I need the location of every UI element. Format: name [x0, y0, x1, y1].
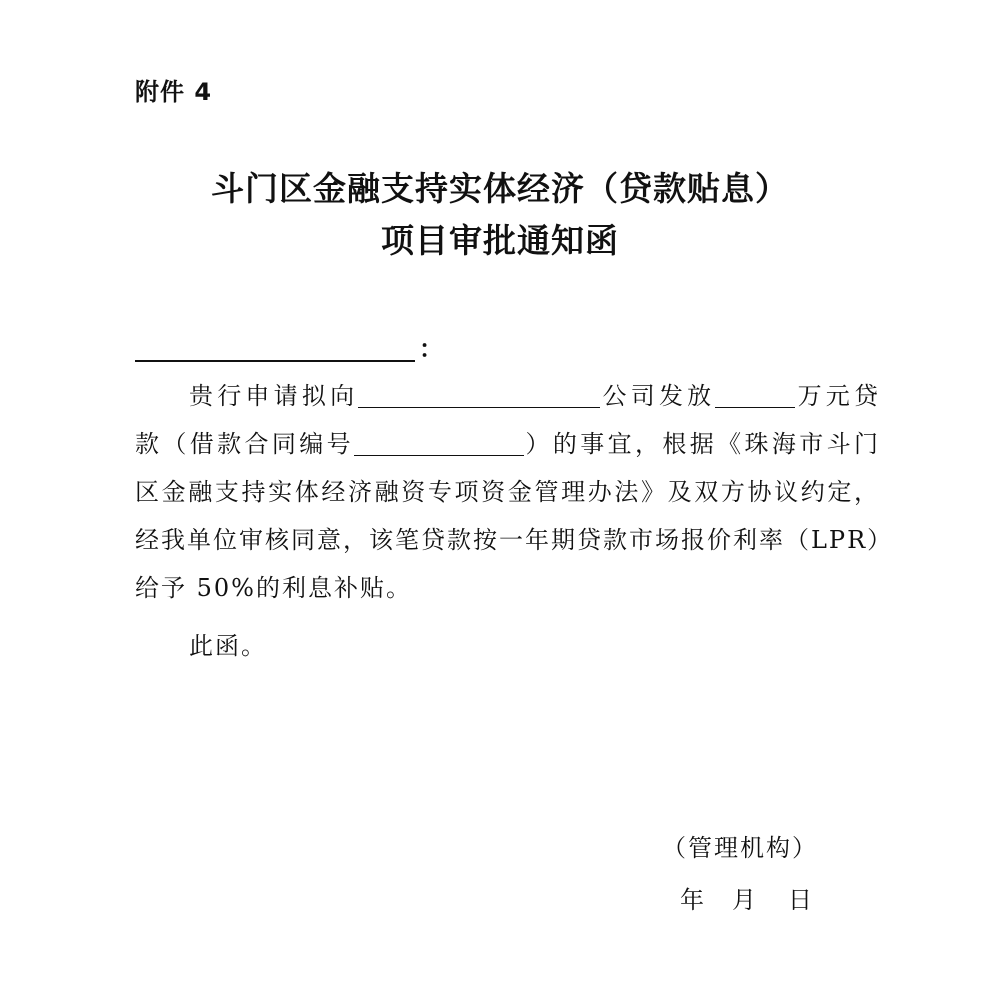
contract-number-blank[interactable]	[354, 425, 524, 456]
loan-amount-blank[interactable]	[715, 377, 795, 408]
date-year-label: 年	[680, 886, 704, 914]
recipient-line	[135, 328, 443, 362]
attachment-label: 附件 4	[135, 78, 213, 106]
signature-organization: （管理机构）	[662, 834, 818, 862]
recipient-colon: ：	[419, 334, 443, 363]
body-line-4: 经我单位审核同意，该笔贷款按一年期贷款市场报价利率（LPR）	[135, 526, 894, 554]
company-name-blank[interactable]	[358, 377, 600, 408]
body-line-1-text-a: 贵行申请拟向	[189, 382, 359, 410]
body-line-2	[135, 420, 880, 468]
document-title-line-1: 斗门区金融支持实体经济（贷款贴息）	[211, 169, 789, 208]
document-title-line-2: 项目审批通知函	[381, 221, 619, 260]
body-line-1	[135, 372, 880, 420]
body-line-3: 区金融支持实体经济融资专项资金管理办法》及双方协议约定，	[135, 478, 880, 506]
date-day-label: 日	[788, 886, 812, 914]
body-line-1-text-b: 公司发放	[600, 382, 716, 410]
body-line-1-text-c: 万元贷	[795, 382, 881, 410]
recipient-blank[interactable]	[135, 334, 415, 362]
closing-text: 此函。	[189, 632, 267, 660]
date-month-label: 月	[732, 886, 756, 914]
body-line-2-text-a: 款（借款合同编号	[135, 430, 355, 458]
signature-date	[680, 880, 812, 920]
letter-body	[135, 372, 894, 612]
body-line-5: 给予 50%的利息补贴。	[135, 574, 412, 602]
body-line-2-text-b: ）的事宜，根据《珠海市斗门	[524, 430, 881, 458]
